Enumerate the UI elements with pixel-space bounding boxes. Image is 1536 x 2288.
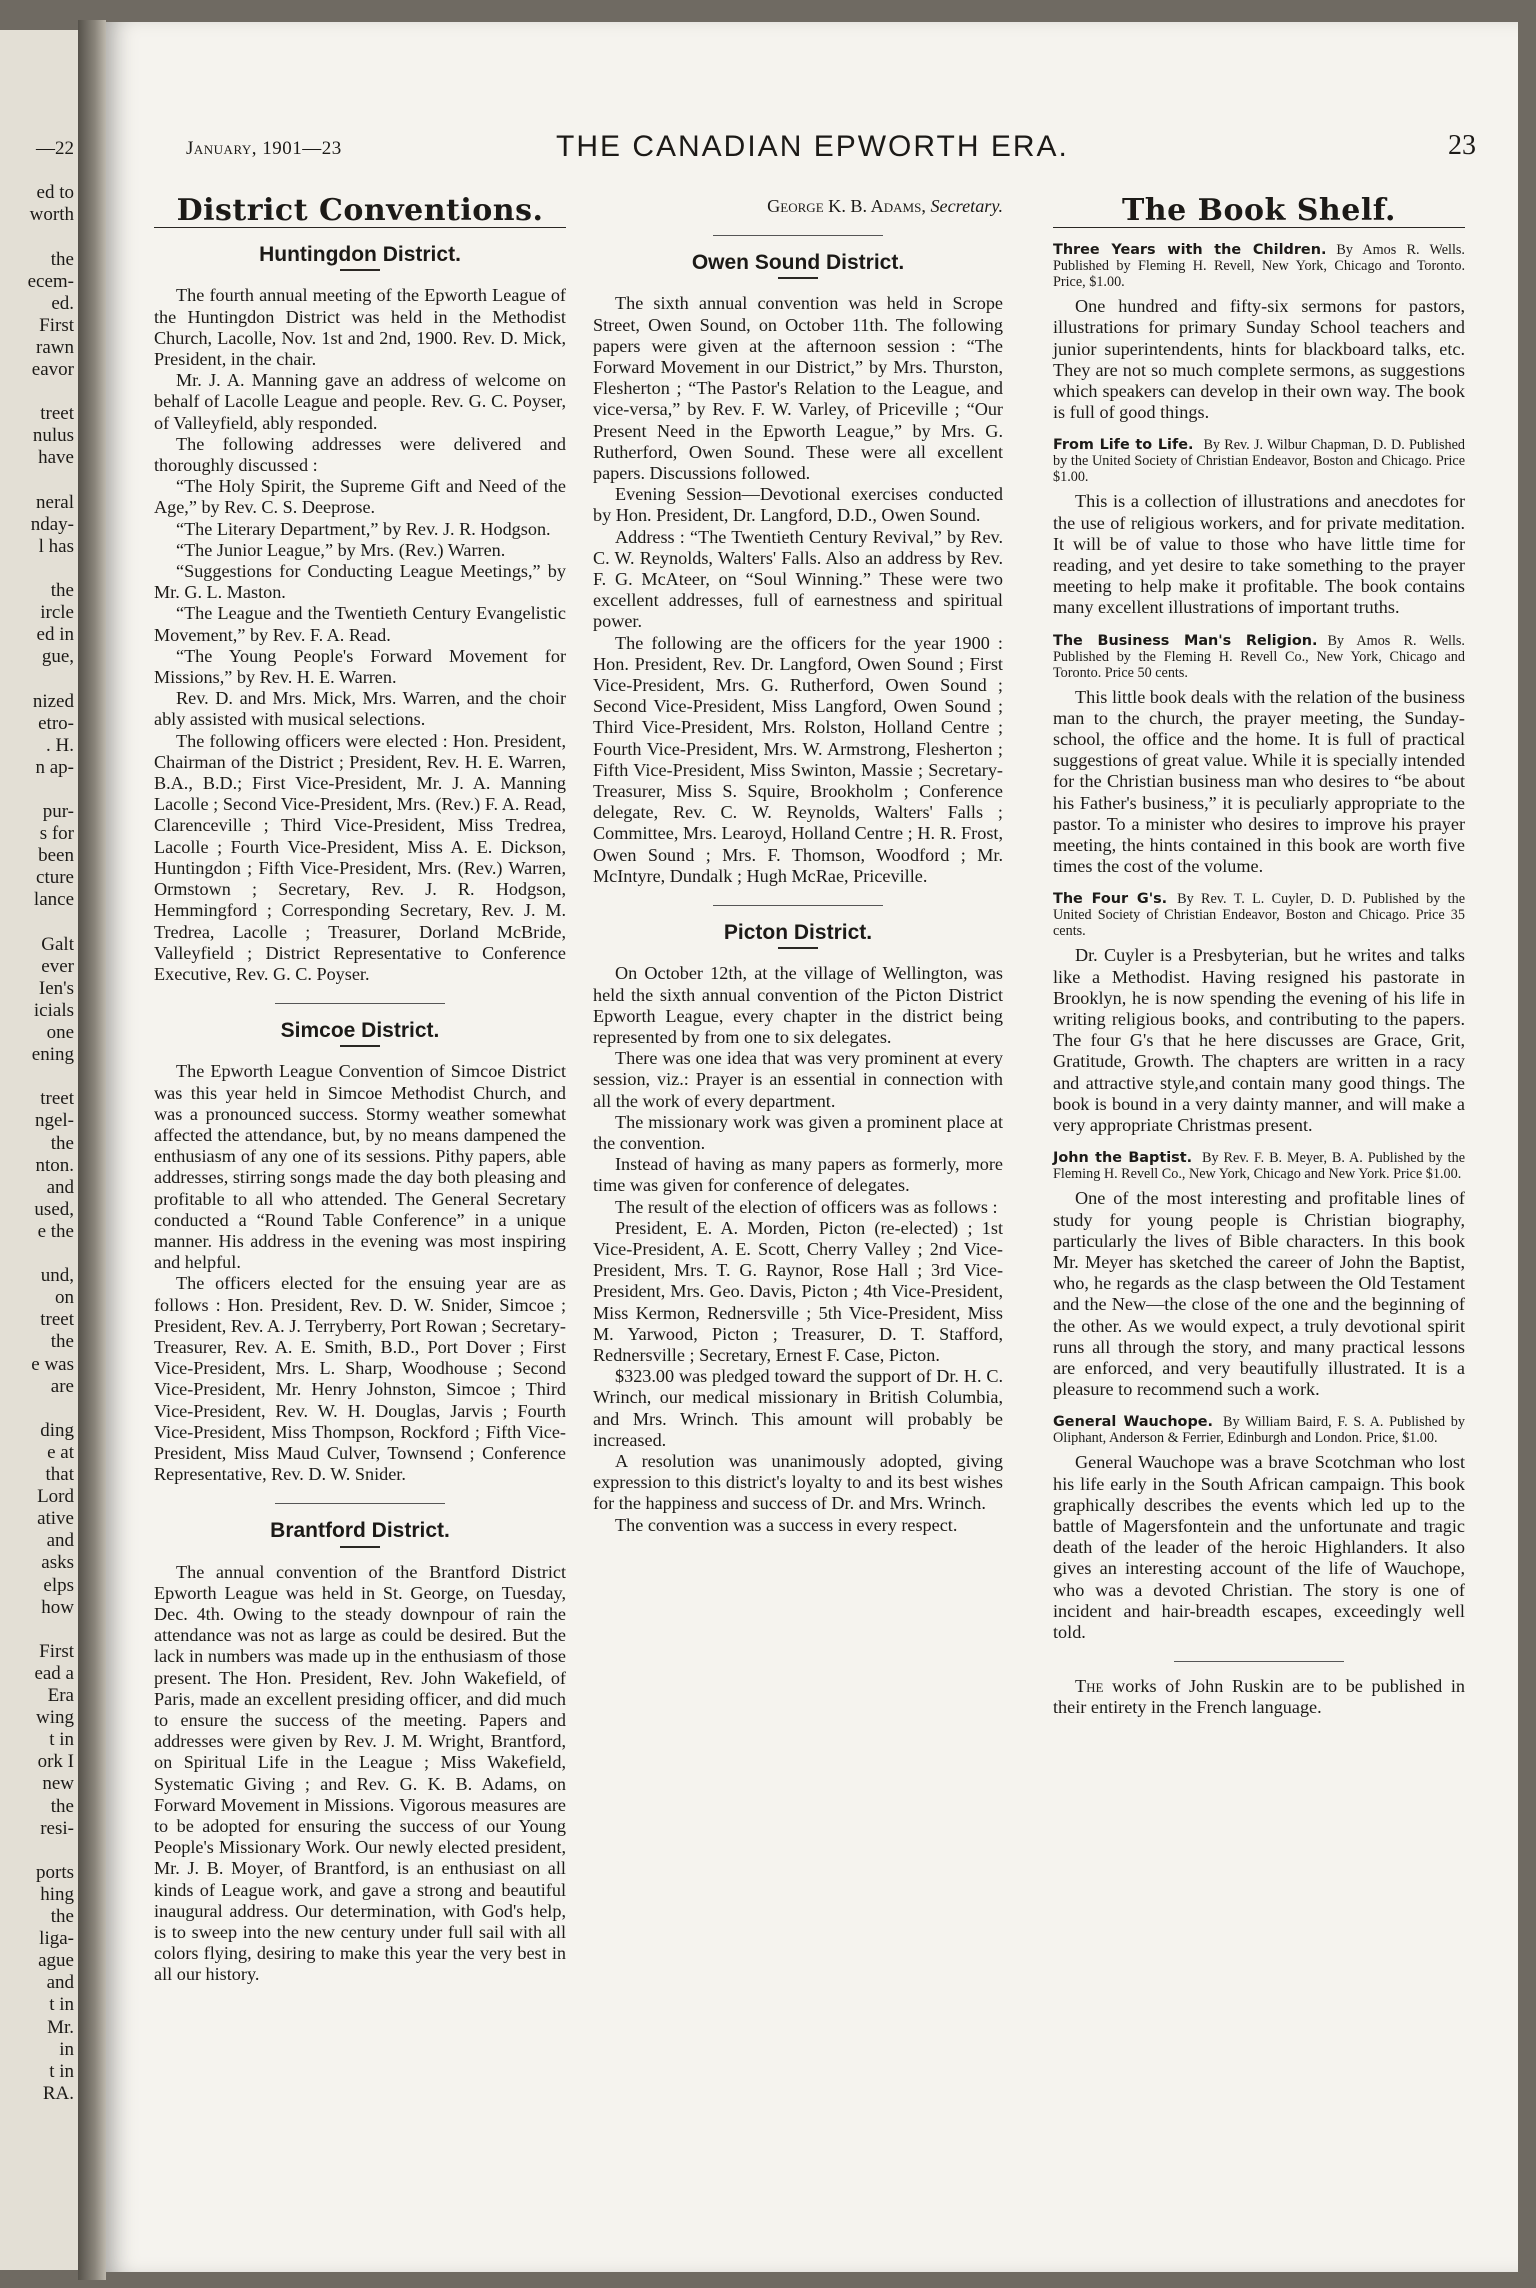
separator-rule: [1174, 1661, 1344, 1662]
note-lead-word: The: [1075, 1676, 1104, 1697]
separator-rule: [713, 235, 883, 236]
column-1: [154, 192, 566, 1986]
margin-fragment: ecem-: [27, 270, 74, 292]
margin-fragment: the: [50, 1906, 74, 1927]
separator-rule: [713, 905, 883, 906]
short-rule: [778, 277, 818, 279]
heading-huntingdon-district: Huntingdon District.: [259, 243, 461, 267]
margin-fragment: icials: [33, 999, 74, 1021]
note-text: works of John Ruskin are to be published in their entirety in the French language.: [1053, 1676, 1466, 1718]
margin-fragment: worth: [29, 204, 74, 226]
margin-fragment: the: [50, 1132, 74, 1154]
heading-brantford-district: Brantford District.: [270, 1519, 450, 1543]
signature-title: Secretary.: [930, 196, 1003, 216]
paragraph: $323.00 was pledged toward the support of Dr. H. C. Wrinch, our medical missionary in British Columbia, and Mrs. Wrinch. This amount will probably be increased.: [593, 1366, 1003, 1450]
paragraph: The fourth annual meeting of the Epworth League of the Huntingdon District was held in the Methodist Church, Lacolle, Nov. 1st and 2nd, 1900. Rev. D. Mick, President, in the chair.: [154, 285, 566, 370]
issue-date: January, 1901—23: [186, 138, 342, 159]
margin-fragment: ngel-: [34, 1110, 74, 1132]
book-review: [1053, 1414, 1465, 1643]
book-review-text: One hundred and fifty-six sermons for pastors, illustrations for primary Sunday School teachers and junior superintendents, hints for blackboard talks, etc. They are not so much complete sermons, as suggestions which speakers can develop in their own way. The book is full of good things.: [1053, 296, 1465, 423]
margin-fragment: asks: [41, 1552, 74, 1574]
separator-rule: [275, 1503, 445, 1504]
paragraph: Rev. D. and Mrs. Mick, Mrs. Warren, and the choir ably assisted with musical selections.: [154, 688, 566, 730]
margin-fragment: elps: [43, 1574, 74, 1596]
previous-page-margin: [0, 30, 78, 2270]
margin-fragment: ding: [40, 1419, 74, 1441]
column-2: [593, 192, 1003, 1536]
margin-fragment: ork I: [37, 1751, 74, 1773]
book-imprint: By Amos R. Wells. Published by the Fleming H. Revell Co., New York, Chicago and Toronto. Price 50 cents.: [1053, 632, 1465, 681]
margin-fragment: Mr.: [47, 2016, 74, 2038]
margin-fragment: gue,: [41, 646, 74, 668]
paragraph: The following are the officers for the year 1900 : Hon. President, Rev. Dr. Langford, Owen Sound ; First Vice-President, Mrs. G. Rutherford, Owen Sound ; Second Vice-President, Miss Langford, Owen Sound ; Third Vice-President, Mrs. Rolston, Holland Centre ; Fourth Vice-President, Mrs. W. Armstrong, Flesherton ; Fifth Vice-President, Miss Swinton, Massie ; Secretary-Treasurer, Miss S. Squire, Brookholm ; Conference delegate, Rev. C. W. Reynolds, Walters' Falls ; Committee, Mrs. Learoyd, Holland Centre ; H. R. Frost, Owen Sound ; Mrs. F. Thomson, Woodford ; Mr. McIntyre, Dundalk ; Hugh McRae, Priceville.: [593, 632, 1003, 886]
margin-fragment: ed in: [36, 624, 74, 646]
margin-fragment: ports: [36, 1861, 74, 1883]
margin-fragment: have: [38, 447, 74, 469]
margin-fragment: ague: [38, 1950, 74, 1972]
book-citation: [1053, 1414, 1465, 1446]
paragraph: “Suggestions for Conducting League Meetings,” by Mr. G. L. Maston.: [154, 561, 566, 603]
margin-fragment: e was: [31, 1353, 74, 1375]
heading-picton-district: Picton District.: [723, 921, 873, 945]
book-review-text: This is a collection of illustrations and anecdotes for the use of religious workers, and for private meditation. It will be of value to those who have little time for reading, and yet desire to take something to the prayer meeting to help make it profitable. The book contains many excellent illustrations of important truths.: [1053, 491, 1465, 618]
margin-fragment: and: [46, 1176, 74, 1198]
margin-fragment: First: [39, 1640, 74, 1662]
book-gutter: [78, 20, 106, 2280]
margin-fragment: nday-: [30, 513, 74, 535]
margin-fragment: that: [45, 1464, 74, 1485]
margin-fragment: Lord: [37, 1486, 74, 1508]
paragraph: “The League and the Twentieth Century Evangelistic Movement,” by Rev. F. A. Read.: [154, 603, 566, 645]
publication-title: THE CANADIAN EPWORTH ERA.: [556, 130, 1069, 163]
margin-fragment: Era: [47, 1685, 74, 1706]
margin-fragment: nulus: [32, 425, 74, 447]
margin-fragment: the: [50, 580, 74, 601]
margin-fragment: Ien's: [38, 977, 74, 999]
margin-fragment: pur-: [42, 801, 74, 822]
paragraph: The following addresses were delivered and thoroughly discussed :: [154, 433, 566, 476]
margin-fragment: on: [55, 1287, 74, 1309]
margin-fragment: —22: [36, 138, 74, 159]
book-citation: [1053, 242, 1465, 290]
margin-fragment: l has: [38, 535, 74, 557]
margin-fragment: ed to: [36, 182, 74, 204]
margin-fragment: ed.: [51, 292, 74, 314]
margin-fragment: the: [50, 1795, 74, 1817]
column-3: [1053, 192, 1465, 1719]
heading-simcoe-district: Simcoe District.: [280, 1019, 440, 1043]
margin-fragment: t in: [49, 1994, 74, 2016]
book-citation: [1053, 437, 1465, 485]
margin-fragment: rawn: [36, 336, 74, 358]
margin-fragment: used,: [34, 1198, 74, 1220]
margin-fragment: how: [41, 1596, 74, 1618]
book-imprint: By Rev. J. Wilbur Chapman, D. D. Published by the United Society of Christian Endeavor, Boston and Chicago. Price $1.00.: [1053, 437, 1465, 486]
signature-name: George K. B. Adams,: [767, 196, 926, 216]
owen-sound-article: [593, 293, 1003, 887]
paragraph: “The Literary Department,” by Rev. J. R. Hodgson.: [176, 518, 551, 539]
book-title: General Wauchope.: [1053, 1414, 1213, 1431]
separator-rule: [275, 1003, 445, 1004]
margin-fragment: e at: [47, 1441, 74, 1463]
book-review-text: This little book deals with the relation of the business man to the church, the prayer meeting, the Sunday-school, the office and the home. It is full of practical suggestions of great value. While it is specially intended for the Christian business man who desires to “be about his Father's business,” it is peculiarly appropriate to the pastor. To a minister who desires to improve his prayer meeting, the hints contained in this book are worth five times the cost of the volume.: [1053, 686, 1465, 877]
paragraph: “The Young People's Forward Movement for Missions,” by Rev. H. E. Warren.: [154, 645, 566, 688]
margin-fragment: RA.: [42, 2082, 74, 2104]
margin-fragment: t in: [49, 2060, 74, 2082]
book-citation: [1053, 891, 1465, 939]
margin-fragment: ircle: [40, 602, 74, 624]
paragraph: The sixth annual convention was held in Scrope Street, Owen Sound, on October 11th. The following papers were given at the afternoon session : “The Forward Movement in our District,” by Mrs. Thurston, Flesherton ; “The Pastor's Relation to the League, and vice-versa,” by Rev. F. W. Varley, of Priceville ; “Our Present Need in the Epworth League,” by Mrs. G. Rutherford, Owen Sound. These were all excellent papers. Discussions followed.: [593, 293, 1003, 484]
paragraph: “The Holy Spirit, the Supreme Gift and Need of the Age,” by Rev. C. S. Deeprose.: [154, 476, 566, 518]
paragraph: There was one idea that was very prominent at every session, viz.: Prayer is an essential in connection with all the work of every department.: [593, 1048, 1003, 1111]
magazine-page: [106, 22, 1518, 2272]
margin-fragment: e the: [37, 1220, 74, 1242]
book-citation: [1053, 1150, 1465, 1182]
margin-fragment: been: [38, 845, 74, 867]
margin-fragment: the: [50, 1331, 74, 1353]
book-review: [1053, 891, 1465, 1136]
page-number: 23: [1448, 130, 1476, 161]
margin-fragment: t in: [49, 1729, 74, 1751]
book-citation: [1053, 633, 1465, 681]
book-review: [1053, 437, 1465, 618]
margin-fragment: ative: [37, 1508, 74, 1530]
paragraph: The convention was a success in every respect.: [615, 1514, 958, 1535]
margin-fragment: etro-: [38, 712, 74, 734]
book-title: The Four G's.: [1053, 891, 1168, 908]
paragraph: The result of the election of officers was as follows :: [615, 1196, 998, 1217]
book-review: [1053, 1150, 1465, 1400]
margin-fragment: ead a: [34, 1662, 74, 1684]
section-heading-book-shelf: The Book Shelf.: [1121, 193, 1396, 228]
paragraph: Instead of having as many papers as formerly, more time was given for conference of delegates.: [593, 1154, 1003, 1196]
brantford-article: [154, 1562, 566, 1986]
margin-fragment: hing: [40, 1883, 74, 1905]
simcoe-article: [154, 1061, 566, 1485]
margin-fragment: in: [59, 2038, 74, 2060]
book-reviews-list: [1053, 242, 1465, 1643]
paragraph: The Epworth League Convention of Simcoe District was this year held in Simcoe Methodist Church, and was a pronounced success. Stormy weather somewhat affected the attendance, but, by no means dampened the enthusiasm of any one of its sessions. Pithy papers, able addresses, stirring songs made the day both pleasing and profitable to all who attended. The General Secretary conducted a “Round Table Conference” in a unique manner. His address in the evening was most inspiring and helpful.: [154, 1061, 566, 1273]
paragraph: The missionary work was given a prominent place at the convention.: [593, 1111, 1003, 1153]
book-title: Three Years with the Children.: [1053, 242, 1327, 259]
margin-fragment: und,: [40, 1265, 74, 1287]
book-title: John the Baptist.: [1053, 1150, 1193, 1167]
margin-fragment: Galt: [41, 933, 74, 955]
book-imprint: By Rev. F. B. Meyer, B. A. Published by the Fleming H. Revell Co., New York, Chicago and New York. Price $1.00.: [1053, 1150, 1465, 1183]
paragraph: “The Junior League,” by Mrs. (Rev.) Warren.: [176, 539, 506, 560]
paragraph: President, E. A. Morden, Picton (re-elected) ; 1st Vice-President, A. E. Scott, Cherry Valley ; 2nd Vice-President, Mrs. T. G. Raynor, Rose Hall ; 3rd Vice-President, Mrs. Geo. Davis, Picton ; 4th Vice-President, Miss Kermon, Rednersville ; 5th Vice-President, Miss M. Yarwood, Picton ; Treasurer, D. T. Stafford, Rednersville ; Secretary, Ernest F. Case, Picton.: [593, 1217, 1003, 1365]
margin-fragment: new: [42, 1773, 74, 1795]
margin-fragment: n ap-: [35, 756, 74, 778]
margin-fragment: treet: [40, 403, 74, 425]
margin-fragment: ever: [41, 955, 74, 977]
book-review: [1053, 242, 1465, 423]
margin-fragment: . H.: [46, 734, 74, 756]
margin-fragment: treet: [40, 1088, 74, 1110]
margin-fragment: neral: [36, 491, 74, 513]
ruskin-note: [1053, 1676, 1465, 1718]
margin-fragment: cture: [36, 867, 74, 889]
book-review-text: General Wauchope was a brave Scotchman who lost his life early in the South African campaign. This book graphically describes the events which led up to the battle of Magersfontein and the unfortunate and tragic death of the leader of the heroic Highlanders. It also gives an interesting account of the life of Wauchope, who was a devoted Christian. The story is one of incident and hair-breadth escapes, exceedingly well told.: [1053, 1452, 1465, 1642]
margin-fragment: nized: [32, 690, 74, 712]
paragraph: Mr. J. A. Manning gave an address of welcome on behalf of Lacolle League and people. Rev. G. C. Poyser, of Valleyfield, ably responded.: [154, 370, 566, 433]
picton-article: [593, 963, 1003, 1535]
margin-fragment: treet: [40, 1309, 74, 1331]
margin-fragment: resi-: [40, 1817, 74, 1839]
short-rule: [340, 1045, 380, 1047]
margin-fragment: are: [50, 1375, 74, 1397]
margin-fragment: and: [46, 1972, 74, 1994]
margin-fragment: eavor: [31, 359, 74, 380]
book-review: [1053, 633, 1465, 878]
book-review-text: Dr. Cuyler is a Presbyterian, but he writes and talks like a Methodist. Having resigned his pastorate in Brooklyn, he is now spending the evening of his life in writing religious books, and contributing to the papers. The four G's that he here discusses are Grace, Grit, Gratitude, Growth. The chapters are written in a racy and attractive style,and contain many good things. The book is bound in a very dainty manner, and will make a very appropriate Christmas present.: [1053, 945, 1465, 1136]
short-rule: [340, 269, 380, 271]
paragraph: The following officers were elected : Hon. President, Chairman of the District ; President, Rev. H. E. Warren, B.A., B.D.; First Vice-President, Mr. J. A. Manning Lacolle ; Second Vice-President, Mrs. (Rev.) F. A. Read, Clarenceville ; Third Vice-President, Miss Tredrea, Lacolle ; Fourth Vice-President, Miss A. E. Dickson, Huntingdon ; Fifth Vice-President, Mrs. (Rev.) Warren, Ormstown ; Secretary, Rev. J. R. Hodgson, Hemmingford ; Corresponding Secretary, Rev. J. M. Tredrea, Lacolle ; Treasurer, Dorland McBride, Valleyfield ; District Representative to Conference Executive, Rev. G. C. Poyser.: [154, 730, 566, 984]
running-header: [176, 110, 1476, 163]
margin-fragment: s for: [39, 823, 74, 845]
book-imprint: By William Baird, F. S. A. Published by Oliphant, Anderson & Ferrier, Edinburgh and London. Price, $1.00.: [1053, 1414, 1465, 1447]
paragraph: Evening Session—Devotional exercises conducted by Hon. President, Dr. Langford, D.D., Owen Sound.: [593, 484, 1003, 526]
book-imprint: By Amos R. Wells. Published by Fleming H. Revell, New York, Chicago and Toronto. Price, $1.00.: [1053, 242, 1465, 291]
section-heading-district-conventions: District Conventions.: [176, 193, 544, 228]
book-title: From Life to Life.: [1053, 437, 1194, 454]
margin-fragment: First: [39, 314, 74, 336]
paragraph: A resolution was unanimously adopted, giving expression to this district's loyalty to and its best wishes for the happiness and success of Dr. and Mrs. Wrinch.: [593, 1450, 1003, 1514]
margin-fragment: liga-: [39, 1928, 74, 1950]
huntingdon-article: [154, 285, 566, 985]
paragraph: On October 12th, at the village of Wellington, was held the sixth annual convention of the Picton District Epworth League, every chapter in the district being represented by from one to six delegates.: [593, 963, 1003, 1047]
margin-fragment: one: [46, 1022, 74, 1043]
book-title: The Business Man's Religion.: [1053, 632, 1318, 649]
heading-owen-sound-district: Owen Sound District.: [691, 251, 905, 275]
margin-fragment: and: [46, 1530, 74, 1552]
margin-fragment: wing: [36, 1707, 74, 1729]
book-imprint: By Rev. T. L. Cuyler, D. D. Published by the United Society of Christian Endeavor, Boston and Chicago. Price 35 cents.: [1053, 891, 1465, 940]
margin-fragment: ening: [31, 1044, 74, 1066]
margin-fragment: the: [50, 248, 74, 270]
short-rule: [778, 947, 818, 949]
margin-fragment: lance: [33, 889, 74, 911]
brantford-signature: [593, 196, 1003, 217]
paragraph: The annual convention of the Brantford District Epworth League was held in St. George, on Tuesday, Dec. 4th. Owing to the steady downpour of rain the attendance was not as large as could be desired. But the lack in numbers was made up in the enthusiasm of those present. The Hon. President, Rev. John Wakefield, of Paris, made an excellent presiding officer, and did much to ensure the success of the meeting. Papers and addresses were given by Rev. J. M. Wright, Brantford, on Spiritual Life in the League ; Miss Wakefield, Systematic Giving ; and Rev. G. K. B. Adams, on Forward Movement in Missions. Vigorous measures are to be adopted for ensuring the success of our Young People's Missionary Work. Our newly elected president, Mr. J. B. Moyer, of Brantford, is an enthusiast on all kinds of League work, and gave a strong and beautiful inaugural address. Our determination, with God's help, is to sweep into the new century under full sail with all colors flying, desiring to make this year the very best in all our history.: [154, 1561, 566, 1985]
book-review-text: One of the most interesting and profitable lines of study for young people is Christian biography, particularly the lives of Bible characters. In this book Mr. Meyer has sketched the career of John the Baptist, who, he regards as the clasp between the Old Testament and the New—the close of the one and the beginning of the other. As we would expect, a truly devotional spirit runs all through the story, and many practical lessons are enforced, and very beautifully illustrated. It is a pleasure to recommend such a work.: [1053, 1188, 1465, 1400]
short-rule: [340, 1546, 380, 1548]
margin-fragment: nton.: [35, 1154, 74, 1176]
paragraph: Address : “The Twentieth Century Revival,” by Rev. C. W. Reynolds, Walters' Falls. Also an address by Rev. F. G. McAteer, on “Soul Winning.” These were two excellent addresses, full of earnestness and spiritual power.: [593, 526, 1003, 632]
paragraph: The officers elected for the ensuing year are as follows : Hon. President, Rev. D. W. Snider, Simcoe ; President, Rev. A. J. Terryberry, Port Rowan ; Secretary-Treasurer, Rev. A. E. Smith, B.D., Port Dover ; First Vice-President, Mrs. L. Sharp, Woodhouse ; Second Vice-President, Mr. Henry Johnston, Simcoe ; Third Vice-President, Rev. W. H. Douglas, Jarvis ; Fourth Vice-President, Miss Thompson, Rockford ; Fifth Vice-President, Miss Maud Culver, Townsend ; Conference Representative, Rev. D. W. Snider.: [154, 1273, 566, 1485]
